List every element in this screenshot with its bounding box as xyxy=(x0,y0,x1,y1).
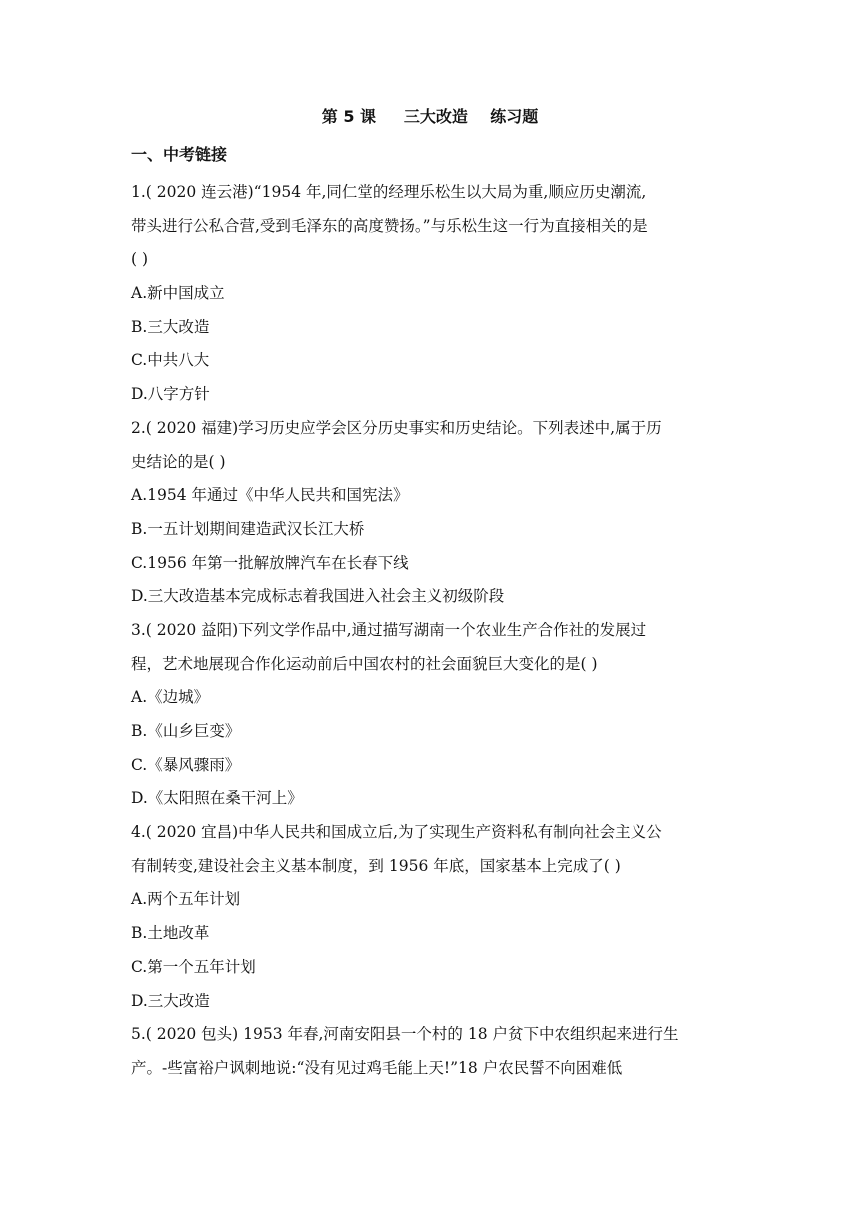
text-line: 1.( 2020 连云港)“1954 年,同仁堂的经理乐松生以大局为重,顺应历史潮流, xyxy=(131,183,647,201)
text-line: 2.( 2020 福建)学习历史应学会区分历史事实和历史结论。下列表述中,属于历 xyxy=(131,418,662,437)
page-title: 第 5 课 三大改造 练习题 xyxy=(321,107,539,126)
option-line: A.新中国成立 xyxy=(131,284,225,303)
option-line: C.《暴风骤雨》 xyxy=(131,755,241,774)
text-line: 5.( 2020 包头) 1953 年春,河南安阳县一个村的 18 户贫下中农组织起来进行生 xyxy=(131,1025,679,1044)
option-line: A.两个五年计划 xyxy=(131,890,241,909)
text-line: 史结论的是( ) xyxy=(131,452,226,471)
option-line: D.三大改造 xyxy=(131,991,210,1010)
text-line: ( ) xyxy=(131,250,149,269)
text-line: 带头进行公私合营,受到毛泽东的高度赞扬。”与乐松生这一行为直接相关的是 xyxy=(131,216,648,235)
option-line: C.1956 年第一批解放牌汽车在长春下线 xyxy=(131,553,409,572)
text-line: 有制转变,建设社会主义基本制度，到 1956 年底，国家基本上完成了( ) xyxy=(131,856,621,875)
section-heading: 一、中考链接 xyxy=(131,145,228,164)
option-line: B.三大改造 xyxy=(131,317,210,336)
text-line: 产。-些富裕户讽刺地说:“没有见过鸡毛能上天!”18 户农民誓不向困难低 xyxy=(131,1058,623,1077)
text-line: 程，艺术地展现合作化运动前后中国农村的社会面貌巨大变化的是( ) xyxy=(131,654,598,673)
text-line: 4.( 2020 宜昌)中华人民共和国成立后,为了实现生产资料私有制向社会主义公 xyxy=(131,823,662,842)
option-line: B.一五计划期间建造武汉长江大桥 xyxy=(131,519,365,538)
option-line: D.三大改造基本完成标志着我国进入社会主义初级阶段 xyxy=(131,587,505,606)
option-line: A.《边城》 xyxy=(131,688,210,707)
option-line: C.中共八大 xyxy=(131,351,210,370)
question-body xyxy=(131,176,731,1086)
option-line: C.第一个五年计划 xyxy=(131,957,256,976)
option-line: A.1954 年通过《中华人民共和国宪法》 xyxy=(131,486,409,505)
text-line: 3.( 2020 益阳)下列文学作品中,通过描写湖南一个农业生产合作社的发展过 xyxy=(131,620,647,639)
option-line: B.土地改革 xyxy=(131,924,210,943)
option-line: D.八字方针 xyxy=(131,385,210,404)
option-line: B.《山乡巨变》 xyxy=(131,722,241,740)
option-line: D.《太阳照在桑干河上》 xyxy=(131,789,303,808)
